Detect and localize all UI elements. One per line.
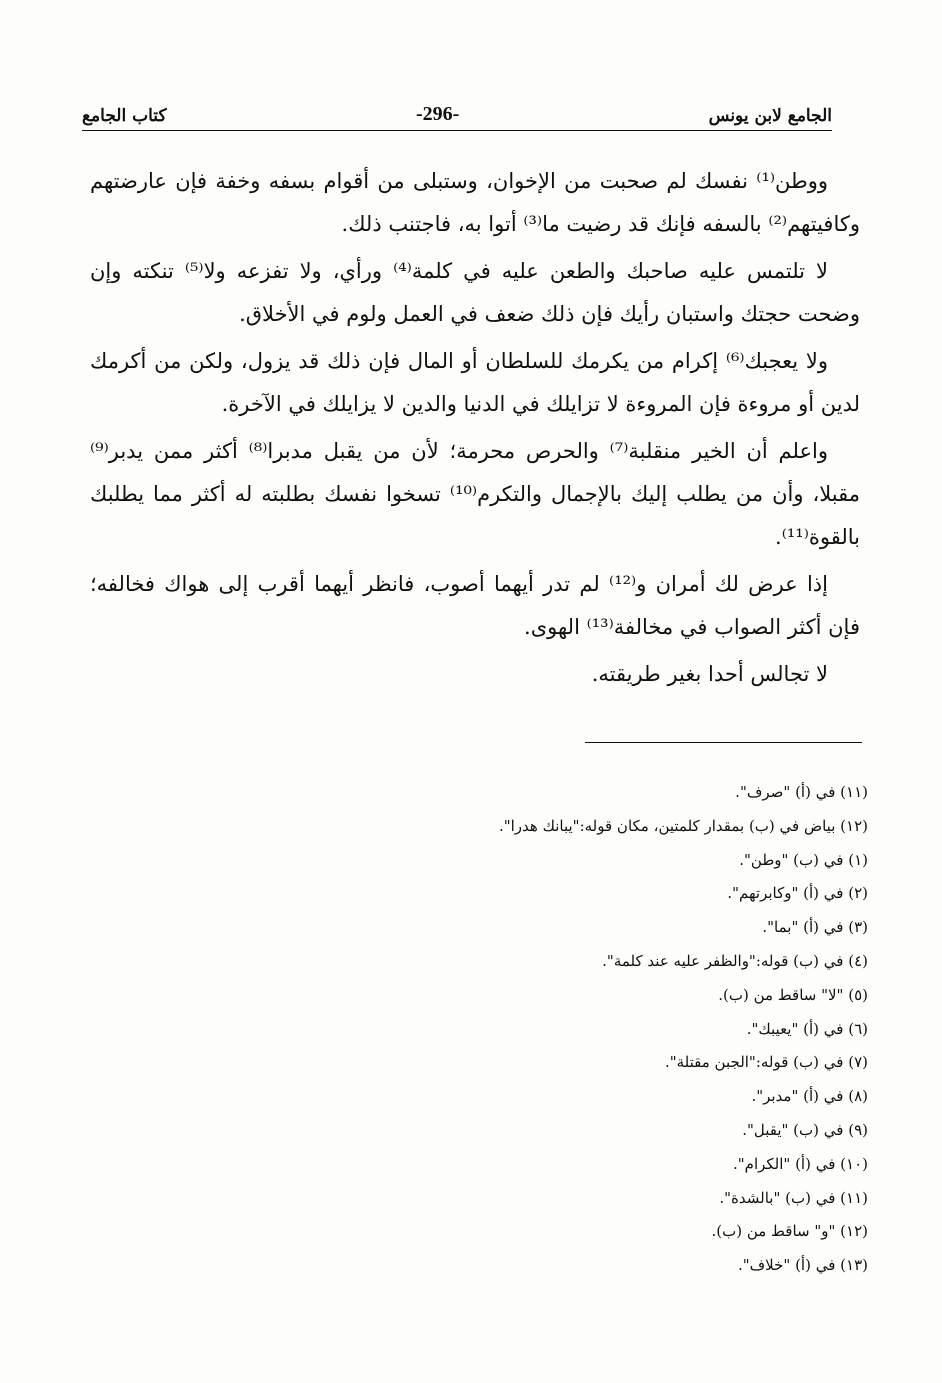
paragraph: لا تلتمس عليه صاحبك والطعن عليه في كلمة⁽⁴⁾ ورأي، ولا تفزعه ولا⁽⁵⁾ تنكته وإن وضحت حجتك واستبان رأيك فإن ذلك ضعف في العمل ولوم في الأخلاق. xyxy=(90,259,860,326)
footnote: (٥) "لا" ساقط من (ب). xyxy=(718,985,868,1004)
footnote: (٦) في (أ) "يعيبك". xyxy=(746,1019,868,1038)
footnote: (١٢) "و" ساقط من (ب). xyxy=(711,1222,868,1241)
paragraph: لا تجالس أحدا بغير طريقته. xyxy=(591,662,828,686)
footnote: (١٣) في (أ) "خلاف". xyxy=(737,1256,868,1275)
paragraph: إذا عرض لك أمران و⁽¹²⁾ لم تدر أيهما أصوب، فانظر أيهما أقرب إلى هواك فخالفه؛ فإن أكثر الصواب في مخالفة⁽¹³⁾ الهوى. xyxy=(90,572,860,639)
paragraph: ووطن⁽¹⁾ نفسك لم صحبت من الإخوان، وستبلى من أقوام بسفه وخفة فإن عارضتهم وكافيتهم⁽²⁾ بالسفه فإنك قد رضيت ما⁽³⁾ أتوا به، فاجتنب ذلك. xyxy=(90,169,860,236)
footnote-separator xyxy=(585,742,862,743)
footnote: (١) في (ب) "وطن". xyxy=(739,850,868,869)
paragraph: واعلم أن الخير منقلبة⁽⁷⁾ والحرص محرمة؛ لأن من يقبل مدبرا⁽⁸⁾ أكثر ممن يدبر⁽⁹⁾ مقبلا، وأن من يطلب إليك بالإجمال والتكرم⁽¹⁰⁾ تسخوا نفسك بطلبته له أكثر مما يطلبك بالقوة⁽¹¹⁾. xyxy=(90,439,860,549)
chapter-title: كتاب الجامع xyxy=(82,106,167,126)
footnote: (٧) في (ب) قوله:"الجبن مقتلة". xyxy=(664,1053,868,1072)
footnote: (١٢) بياض في (ب) بمقدار كلمتين، مكان قوله:"يبانك هدرا". xyxy=(498,816,868,835)
footnote: (١١) في (أ) "صرف". xyxy=(735,783,868,801)
footnote: (١٠) في (أ) "الكرام". xyxy=(732,1154,868,1173)
footnote: (٣) في (أ) "بما". xyxy=(762,918,868,937)
footnote: (٢) في (أ) "وكابرتهم". xyxy=(727,884,868,903)
page-header xyxy=(82,92,832,131)
book-author-title: الجامع لابن يونس xyxy=(708,106,832,126)
footnote: (٩) في (ب) "يقبل". xyxy=(742,1120,868,1139)
main-text xyxy=(90,160,860,696)
paragraph: ولا يعجبك⁽⁶⁾ إكرام من يكرمك للسلطان أو المال فإن ذلك قد يزول، ولكن من أكرمك لدين أو مروءة فإن المروءة لا تزايلك في الدنيا والدين لا يزايلك في الآخرة. xyxy=(90,349,860,416)
footnote: (٤) في (ب) قوله:"والظفر عليه عند كلمة". xyxy=(602,951,868,970)
footnote: (١١) في (ب) "بالشدة". xyxy=(719,1188,868,1207)
footnotes-list xyxy=(200,776,868,1283)
footnote: (٨) في (أ) "مدبر". xyxy=(751,1087,868,1106)
page-number: -296- xyxy=(415,103,460,125)
